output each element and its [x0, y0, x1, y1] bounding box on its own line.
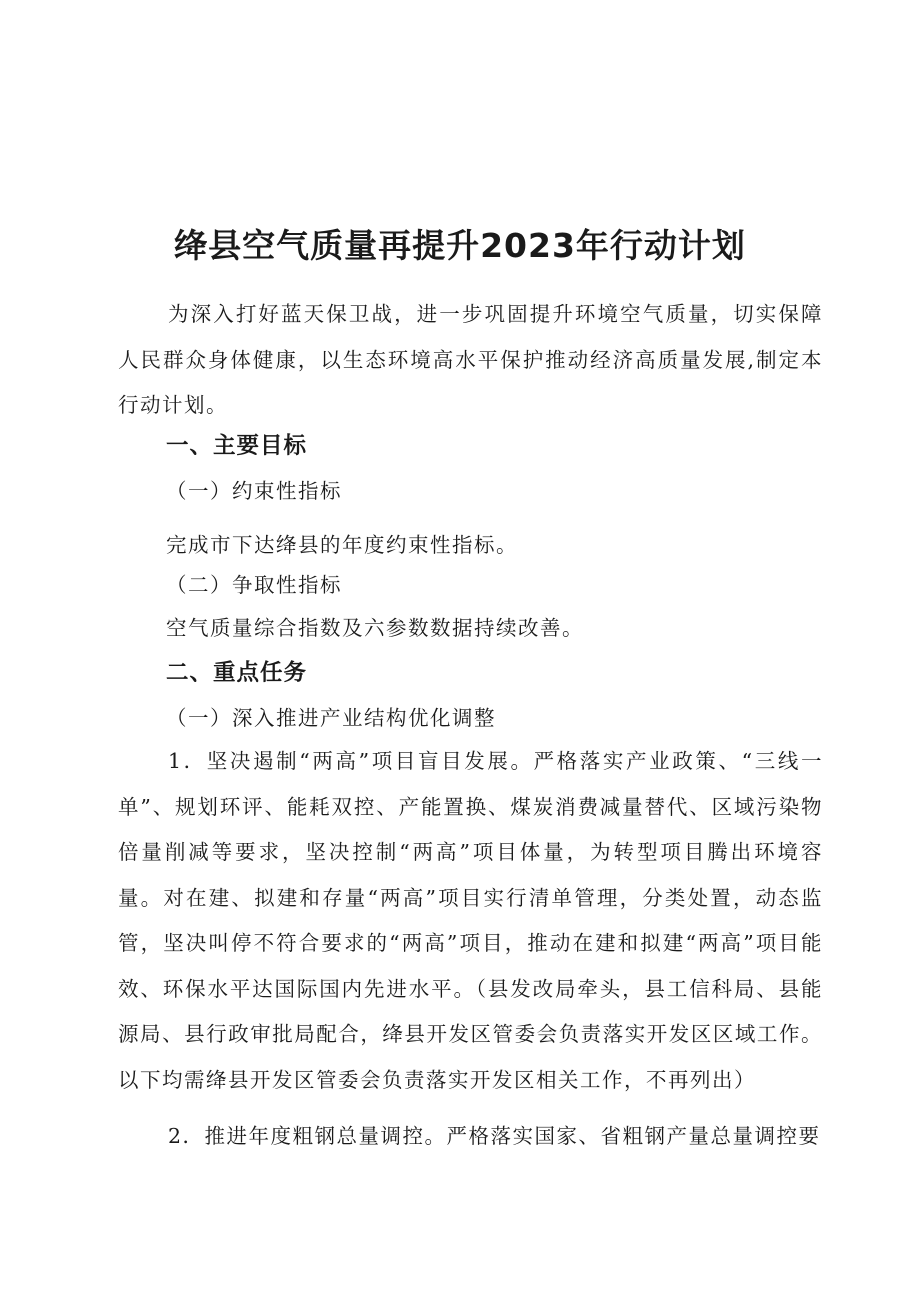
section-1-heading: 一、主要目标 — [166, 433, 308, 459]
section-1-sub-1-text: 完成市下达绛县的年度约束性指标。 — [166, 533, 518, 557]
section-2-sub-1-heading: （一）深入推进产业结构优化调整 — [166, 706, 496, 730]
task-item-2: 2．推进年度粗钢总量调控。严格落实国家、省粗钢产量总量调控要 — [168, 1124, 821, 1148]
section-1-sub-2-heading: （二）争取性指标 — [166, 573, 342, 597]
document-title: 绛县空气质量再提升2023年行动计划 — [174, 226, 746, 266]
section-2-heading: 二、重点任务 — [166, 660, 308, 686]
intro-paragraph: 为深入打好蓝天保卫战，进一步巩固提升环境空气质量，切实保障人民群众身体健康，以生态环境高水平保护推动经济高质量发展,制定本行动计划。 — [118, 302, 823, 417]
task-item-1: 1．坚决遏制“两高”项目盲目发展。严格落实产业政策、“三线一单”、规划环评、能耗双控、产能置换、煤炭消费减量替代、区域污染物倍量削减等要求，坚决控制“两高”项目体量，为转型项目腾出环境容量。对在建、拟建和存量“两高”项目实行清单管理，分类处置，动态监管，坚决叫停不符合要求的“两高”项目，推动在建和拟建“两高”项目能效、环保水平达国际国内先进水平。（县发改局牵头，县工信科局、县能源局、县行政审批局配合，绛县开发区管委会负责落实开发区区域工作。以下均需绛县开发区管委会负责落实开发区相关工作，不再列出） — [118, 749, 823, 1092]
section-1-sub-1-heading: （一）约束性指标 — [166, 479, 342, 503]
section-1-sub-2-text: 空气质量综合指数及六参数数据持续改善。 — [166, 616, 584, 640]
